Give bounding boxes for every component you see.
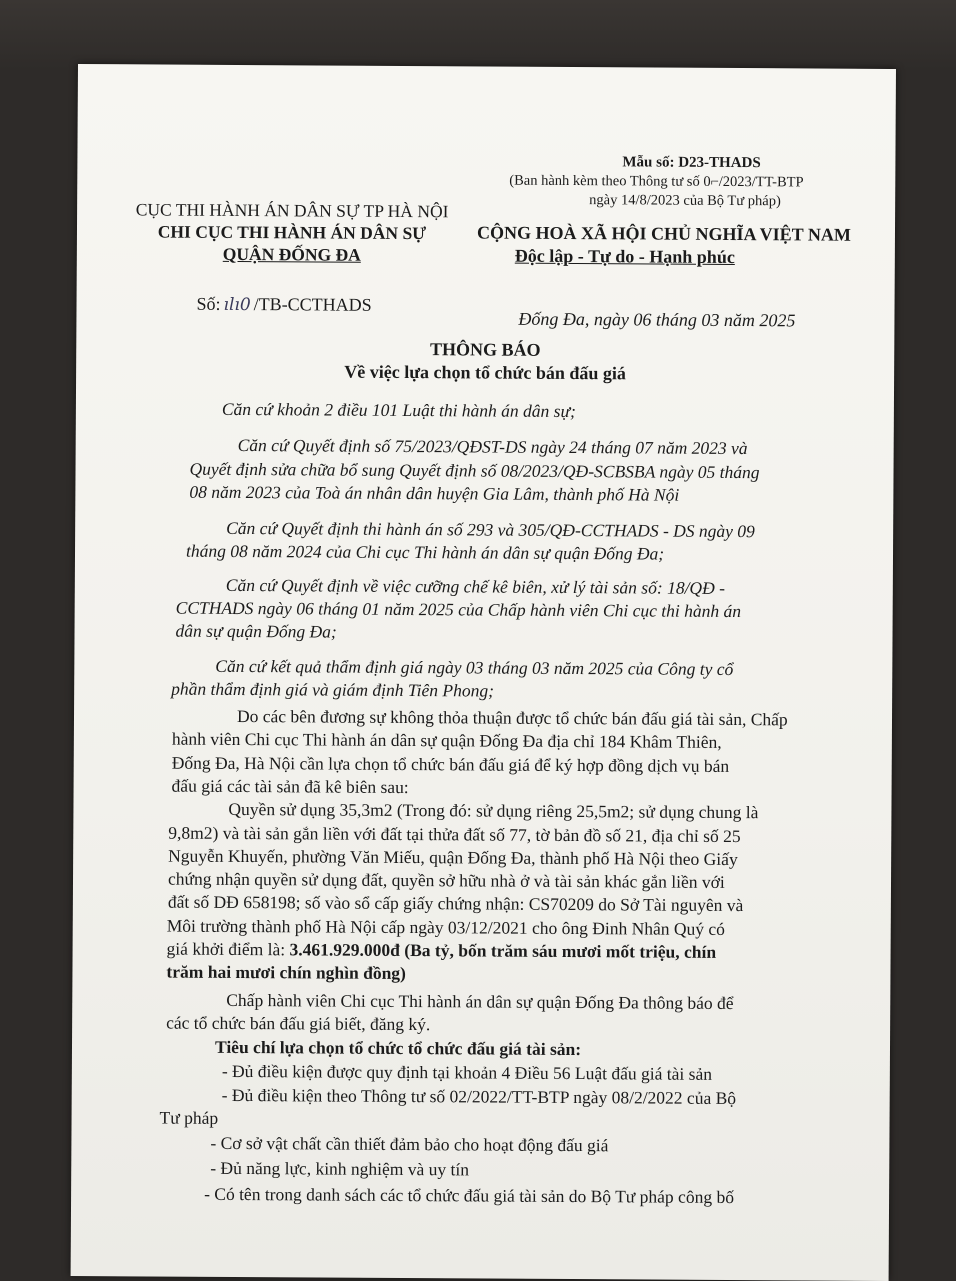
form-issued-line2: ngày 14/8/2023 của Bộ Tư pháp)	[589, 192, 781, 210]
notice-line-24: Chấp hành viên Chi cục Thi hành án dân sự quận Đống Đa thông báo để	[226, 989, 734, 1014]
doc-number-handwritten: ılı0	[223, 294, 251, 316]
notice-line-25: các tổ chức bán đấu giá biết, đăng ký.	[166, 1012, 431, 1035]
document-page	[71, 64, 896, 1281]
asset-line-16: Quyền sử dụng 35,3m2 (Trong đó: sử dụng riêng 25,5m2; sử dụng chung là	[228, 798, 759, 823]
basis-line-5: Căn cứ Quyết định thi hành án số 293 và 305/QĐ-CCTHADS - DS ngày 09	[226, 517, 755, 542]
body-line-13: hành viên Chi cục Thi hành án dân sự quận Đống Đa địa chỉ 184 Khâm Thiên,	[171, 728, 722, 752]
criteria-item-4: - Đủ năng lực, kinh nghiệm và uy tín	[210, 1157, 470, 1180]
asset-line-18: Nguyễn Khuyến, phường Văn Miếu, quận Đống Đa, thành phố Hà Nội theo Giấy	[168, 845, 738, 870]
basis-line-9: dân sự quận Đống Đa;	[175, 620, 337, 642]
agency-line2: CHI CỤC THI HÀNH ÁN DÂN SỰ	[157, 221, 427, 244]
body-line-14: Đống Đa, Hà Nội cần lựa chọn tổ chức bán đấu giá để ký hợp đồng dịch vụ bán	[171, 752, 730, 776]
form-issued-line1: (Ban hành kèm theo Thông tư số 0⌐/2023/TT-BTP	[509, 172, 804, 191]
basis-line-6: tháng 08 năm 2024 của Chi cục Thi hành án dân sự quận Đống Đa;	[185, 540, 665, 564]
basis-line-1: Căn cứ khoản 2 điều 101 Luật thi hành án dân sự;	[221, 398, 576, 422]
body-line-12: Do các bên đương sự không thỏa thuận được tổ chức bán đấu giá tài sản, Chấp	[236, 705, 788, 730]
basis-line-3: Quyết định sửa chữa bổ sung Quyết định số 08/2023/QĐ-SCBSBA ngày 05 tháng	[189, 458, 760, 483]
nation-line2: Độc lập - Tự do - Hạnh phúc	[514, 245, 735, 268]
body-line-15: đấu giá các tài sản đã kê biên sau:	[171, 775, 409, 798]
doc-number-prefix: Số:	[196, 293, 221, 314]
price-value: 3.461.929.000đ (Ba tỷ, bốn trăm sáu mươi mốt triệu, chín	[289, 939, 717, 962]
agency-line3-text: QUẬN ĐỐNG ĐA	[222, 243, 361, 265]
form-code: Mẫu số: D23-THADS	[622, 154, 761, 172]
criteria-heading: Tiêu chí lựa chọn tổ chức tổ chức đấu giá tài sản:	[214, 1036, 582, 1060]
document-title: THÔNG BÁO	[429, 339, 541, 360]
criteria-item-2-cont: Tư pháp	[159, 1107, 219, 1128]
basis-line-4: 08 năm 2023 của Toà án nhân dân huyện Gia Lâm, thành phố Hà Nội	[189, 481, 680, 505]
basis-line-7: Căn cứ Quyết định về việc cưỡng chế kê biên, xử lý tài sản số: 18/QĐ -	[225, 574, 726, 598]
place-date: Đống Đa, ngày 06 tháng 03 năm 2025	[518, 308, 796, 331]
basis-line-2: Căn cứ Quyết định số 75/2023/QĐST-DS ngày 24 tháng 07 năm 2023 và	[237, 434, 748, 459]
basis-line-11: phần thẩm định giá và giám định Tiên Phong;	[171, 678, 495, 701]
agency-line1: CỤC THI HÀNH ÁN DÂN SỰ TP HÀ NỘI	[135, 199, 449, 222]
criteria-item-5: - Có tên trong danh sách các tổ chức đấu giá tài sản do Bộ Tư pháp công bố	[204, 1183, 735, 1208]
document-subtitle: Về việc lựa chọn tổ chức bán đấu giá	[344, 361, 626, 384]
asset-line-21: Môi trường thành phố Hà Nội cấp ngày 03/12/2021 cho ông Đinh Nhân Quý có	[166, 915, 726, 939]
price-label: giá khởi điểm là:	[166, 938, 286, 960]
asset-line-17: 9,8m2) và tài sản gắn liền với đất tại thửa đất số 77, tờ bản đồ số 21, địa chỉ số 25	[168, 822, 741, 847]
criteria-item-3: - Cơ sở vật chất cần thiết đảm bảo cho hoạt động đấu giá	[210, 1132, 609, 1156]
asset-line-20: đất số DĐ 658198; số vào sổ cấp giấy chứng nhận: CS70209 do Sở Tài nguyên và	[167, 891, 744, 916]
price-words-line: trăm hai mươi chín nghìn đồng)	[166, 961, 406, 984]
basis-line-8: CCTHADS ngày 06 tháng 01 năm 2025 của Chấp hành viên Chi cục thi hành án	[175, 597, 742, 622]
doc-number-suffix: /TB-CCTHADS	[253, 294, 372, 315]
criteria-item-1: - Đủ điều kiện được quy định tại khoản 4 Điều 56 Luật đấu giá tài sản	[221, 1060, 713, 1084]
document-number	[196, 293, 371, 317]
asset-line-19: chứng nhận quyền sử dụng đất, quyền sở hữu nhà ở và tài sản khác gắn liền với	[167, 868, 725, 892]
criteria-item-2: - Đủ điều kiện theo Thông tư số 02/2022/TT-BTP ngày 08/2/2022 của Bộ	[221, 1084, 737, 1109]
asset-price-line	[167, 938, 717, 963]
agency-line3	[117, 242, 467, 266]
background	[0, 0, 956, 70]
basis-line-10: Căn cứ kết quả thẩm định giá ngày 03 tháng 03 năm 2025 của Công ty cổ	[215, 655, 734, 680]
nation-line1: CỘNG HOÀ XÃ HỘI CHỦ NGHĨA VIỆT NAM	[476, 222, 851, 245]
